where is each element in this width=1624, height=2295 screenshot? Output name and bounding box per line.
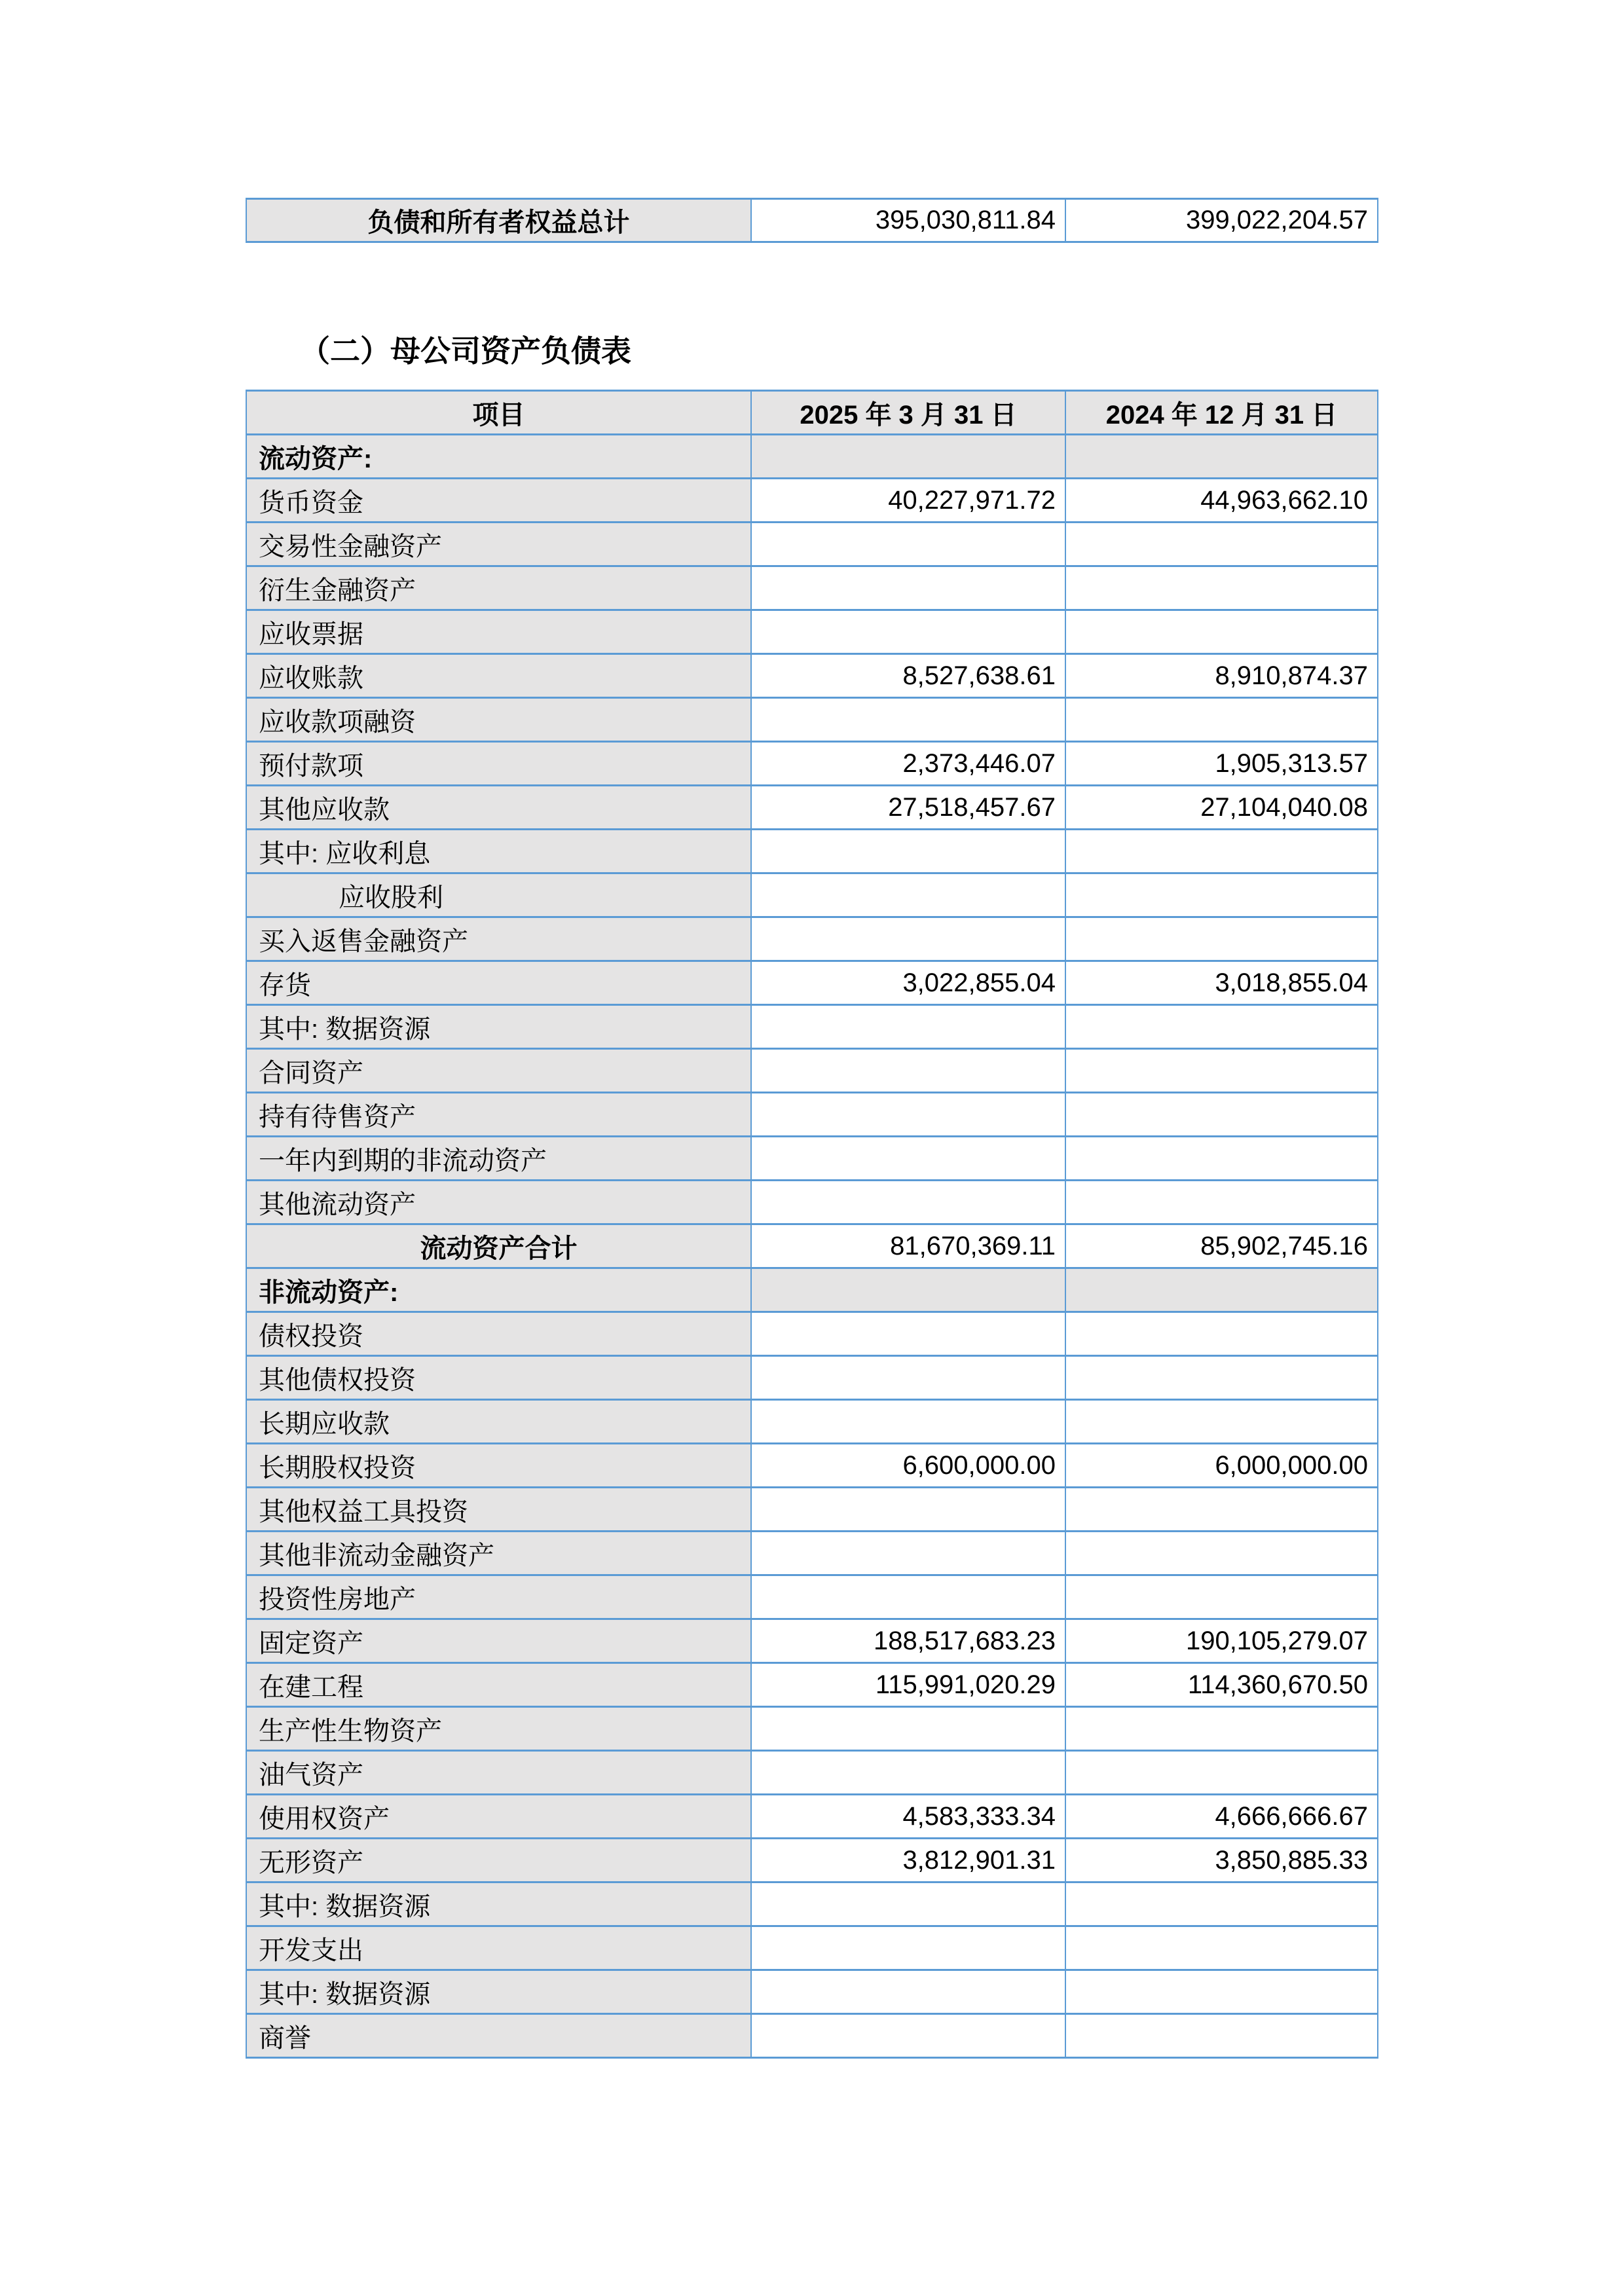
table-row (246, 961, 1378, 1005)
table-row (246, 1137, 1378, 1181)
row-label-cell: 其他应收款 (246, 786, 751, 830)
row-label-cell: 存货 (246, 961, 751, 1005)
table-row (246, 610, 1378, 654)
row-label-cell: 应收股利 (246, 873, 751, 917)
parent-balance-sheet-table (246, 390, 1378, 2059)
current-value-cell: 27,518,457.67 (751, 786, 1065, 830)
previous-value-cell (1065, 873, 1378, 917)
current-value-cell (751, 698, 1065, 742)
table-row (246, 199, 1378, 242)
table-row (246, 1882, 1378, 1926)
liabilities-equity-total-table (246, 198, 1378, 243)
previous-value-cell (1065, 1751, 1378, 1795)
current-value-cell (751, 1356, 1065, 1400)
row-label-cell: 债权投资 (246, 1312, 751, 1356)
row-label-cell: 货币资金 (246, 479, 751, 523)
previous-value-cell (1065, 566, 1378, 610)
current-value-cell: 40,227,971.72 (751, 479, 1065, 523)
previous-value-cell: 6,000,000.00 (1065, 1444, 1378, 1488)
current-value-cell: 81,670,369.11 (751, 1224, 1065, 1268)
table-row (246, 1795, 1378, 1839)
table-row (246, 1224, 1378, 1268)
previous-value-cell (1065, 1532, 1378, 1575)
row-label-cell: 合同资产 (246, 1049, 751, 1093)
previous-value-cell (1065, 523, 1378, 566)
row-label-cell: 其中: 应收利息 (246, 830, 751, 873)
current-value-cell (751, 2014, 1065, 2058)
previous-value-cell: 27,104,040.08 (1065, 786, 1378, 830)
table-row (246, 1444, 1378, 1488)
section-title: （二）母公司资产负债表 (300, 334, 631, 368)
previous-value-cell: 3,018,855.04 (1065, 961, 1378, 1005)
current-value-cell (751, 830, 1065, 873)
previous-value-cell (1065, 1137, 1378, 1181)
row-label-cell: 长期股权投资 (246, 1444, 751, 1488)
row-label-cell: 商誉 (246, 2014, 751, 2058)
current-value-cell: 395,030,811.84 (751, 199, 1065, 242)
row-label-cell: 其他非流动金融资产 (246, 1532, 751, 1575)
table-row (246, 654, 1378, 698)
previous-value-cell (1065, 830, 1378, 873)
previous-value-cell (1065, 2014, 1378, 2058)
current-value-cell (751, 873, 1065, 917)
previous-value-cell (1065, 1093, 1378, 1137)
row-label-cell: 开发支出 (246, 1926, 751, 1970)
header-previous-date-cell: 2024 年 12 月 31 日 (1065, 391, 1378, 435)
row-label-cell: 预付款项 (246, 742, 751, 786)
table-row (246, 1970, 1378, 2014)
row-label-cell: 一年内到期的非流动资产 (246, 1137, 751, 1181)
previous-value-cell: 44,963,662.10 (1065, 479, 1378, 523)
table-row (246, 435, 1378, 479)
row-label-cell: 其他权益工具投资 (246, 1488, 751, 1532)
previous-value-cell (1065, 1312, 1378, 1356)
previous-value-cell (1065, 435, 1378, 479)
current-value-cell (751, 1882, 1065, 1926)
previous-value-cell (1065, 1970, 1378, 2014)
header-current-date-cell: 2025 年 3 月 31 日 (751, 391, 1065, 435)
row-label-cell: 投资性房地产 (246, 1575, 751, 1619)
row-label-cell: 使用权资产 (246, 1795, 751, 1839)
previous-value-cell (1065, 1575, 1378, 1619)
row-label-cell: 持有待售资产 (246, 1093, 751, 1137)
table-row (246, 1532, 1378, 1575)
current-value-cell (751, 1312, 1065, 1356)
previous-value-cell (1065, 917, 1378, 961)
previous-value-cell (1065, 1882, 1378, 1926)
current-value-cell (751, 435, 1065, 479)
current-value-cell (751, 1707, 1065, 1751)
previous-value-cell: 4,666,666.67 (1065, 1795, 1378, 1839)
row-label-cell: 其他债权投资 (246, 1356, 751, 1400)
row-label-cell: 应收账款 (246, 654, 751, 698)
table-row (246, 917, 1378, 961)
previous-value-cell (1065, 610, 1378, 654)
current-value-cell (751, 610, 1065, 654)
row-label-cell: 在建工程 (246, 1663, 751, 1707)
table-row (246, 1400, 1378, 1444)
current-value-cell: 8,527,638.61 (751, 654, 1065, 698)
table-row (246, 1093, 1378, 1137)
table-row (246, 1005, 1378, 1049)
current-value-cell: 6,600,000.00 (751, 1444, 1065, 1488)
row-label-cell: 买入返售金融资产 (246, 917, 751, 961)
current-value-cell (751, 1093, 1065, 1137)
current-value-cell: 2,373,446.07 (751, 742, 1065, 786)
current-value-cell (751, 1532, 1065, 1575)
current-value-cell (751, 1268, 1065, 1312)
row-label-cell: 交易性金融资产 (246, 523, 751, 566)
previous-value-cell (1065, 1488, 1378, 1532)
table-row (246, 1575, 1378, 1619)
current-value-cell: 188,517,683.23 (751, 1619, 1065, 1663)
table-row (246, 566, 1378, 610)
current-value-cell (751, 1970, 1065, 2014)
row-label-cell: 其中: 数据资源 (246, 1005, 751, 1049)
current-value-cell (751, 917, 1065, 961)
previous-value-cell (1065, 698, 1378, 742)
row-label-cell: 流动资产合计 (246, 1224, 751, 1268)
table-row (246, 1049, 1378, 1093)
table-row (246, 830, 1378, 873)
current-value-cell (751, 1400, 1065, 1444)
table-row (246, 742, 1378, 786)
previous-value-cell (1065, 1005, 1378, 1049)
previous-value-cell (1065, 1926, 1378, 1970)
table-row (246, 1926, 1378, 1970)
table-row (246, 523, 1378, 566)
previous-value-cell (1065, 1356, 1378, 1400)
table-row (246, 1751, 1378, 1795)
table-row (246, 1839, 1378, 1882)
row-label-cell: 其他流动资产 (246, 1181, 751, 1224)
table-row (246, 2014, 1378, 2058)
table-header-row (246, 391, 1378, 435)
previous-value-cell (1065, 1400, 1378, 1444)
current-value-cell (751, 1049, 1065, 1093)
row-label-cell: 非流动资产: (246, 1268, 751, 1312)
current-value-cell: 4,583,333.34 (751, 1795, 1065, 1839)
table-row (246, 698, 1378, 742)
table-row (246, 1707, 1378, 1751)
previous-value-cell (1065, 1049, 1378, 1093)
row-label-cell: 应收票据 (246, 610, 751, 654)
previous-value-cell (1065, 1707, 1378, 1751)
previous-value-cell (1065, 1268, 1378, 1312)
header-item-cell: 项目 (246, 391, 751, 435)
current-value-cell (751, 1137, 1065, 1181)
table-row (246, 479, 1378, 523)
row-label-cell: 其中: 数据资源 (246, 1882, 751, 1926)
row-label-cell: 长期应收款 (246, 1400, 751, 1444)
table-row (246, 873, 1378, 917)
row-label-cell: 负债和所有者权益总计 (246, 199, 751, 242)
row-label-cell: 应收款项融资 (246, 698, 751, 742)
previous-value-cell: 3,850,885.33 (1065, 1839, 1378, 1882)
previous-value-cell: 85,902,745.16 (1065, 1224, 1378, 1268)
current-value-cell (751, 1488, 1065, 1532)
row-label-cell: 油气资产 (246, 1751, 751, 1795)
row-label-cell: 无形资产 (246, 1839, 751, 1882)
table-row (246, 1488, 1378, 1532)
table-row (246, 1181, 1378, 1224)
previous-value-cell: 1,905,313.57 (1065, 742, 1378, 786)
table-row (246, 786, 1378, 830)
current-value-cell: 3,022,855.04 (751, 961, 1065, 1005)
previous-value-cell (1065, 1181, 1378, 1224)
current-value-cell (751, 1575, 1065, 1619)
balance-sheet-body (246, 435, 1378, 2058)
current-value-cell (751, 566, 1065, 610)
current-value-cell (751, 523, 1065, 566)
row-label-cell: 固定资产 (246, 1619, 751, 1663)
current-value-cell (751, 1926, 1065, 1970)
row-label-cell: 流动资产: (246, 435, 751, 479)
row-label-cell: 其中: 数据资源 (246, 1970, 751, 2014)
current-value-cell (751, 1181, 1065, 1224)
table-row (246, 1663, 1378, 1707)
previous-value-cell: 8,910,874.37 (1065, 654, 1378, 698)
previous-value-cell: 190,105,279.07 (1065, 1619, 1378, 1663)
current-value-cell (751, 1751, 1065, 1795)
previous-value-cell: 399,022,204.57 (1065, 199, 1378, 242)
current-value-cell (751, 1005, 1065, 1049)
previous-value-cell: 114,360,670.50 (1065, 1663, 1378, 1707)
table-row (246, 1268, 1378, 1312)
table-row (246, 1312, 1378, 1356)
current-value-cell: 3,812,901.31 (751, 1839, 1065, 1882)
table-row (246, 1619, 1378, 1663)
table-row (246, 1356, 1378, 1400)
row-label-cell: 衍生金融资产 (246, 566, 751, 610)
current-value-cell: 115,991,020.29 (751, 1663, 1065, 1707)
row-label-cell: 生产性生物资产 (246, 1707, 751, 1751)
